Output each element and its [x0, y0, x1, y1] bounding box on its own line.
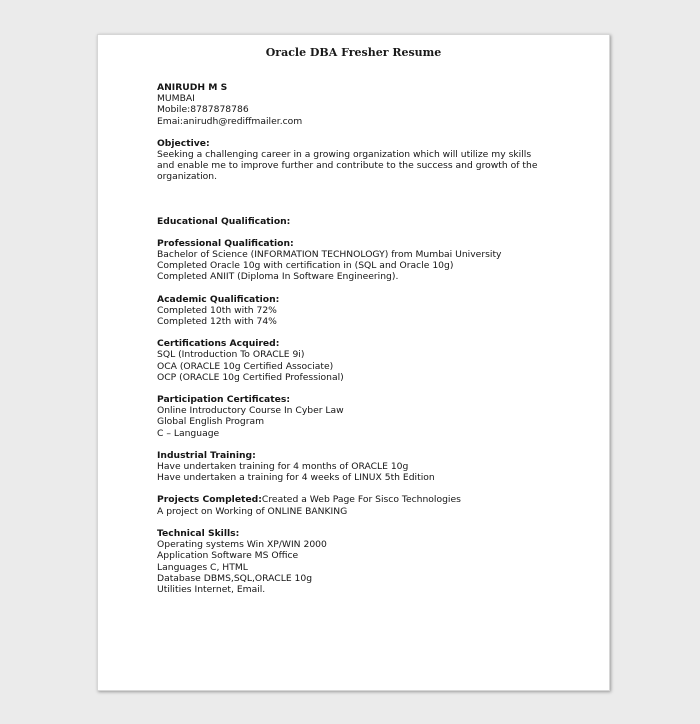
academic-heading: Academic Qualification:	[157, 293, 280, 305]
certifications-heading: Certifications Acquired:	[157, 338, 280, 350]
objective-heading: Objective:	[157, 137, 210, 149]
skill-line: Operating systems Win XP/WIN 2000	[157, 539, 327, 551]
contact-city: MUMBAI	[157, 93, 195, 105]
certification-line: OCP (ORACLE 10g Certified Professional)	[157, 371, 344, 383]
academic-line: Completed 10th with 72%	[157, 304, 277, 316]
document-title: Oracle DBA Fresher Resume	[265, 46, 442, 59]
projects-first: Created a Web Page For Sisco Technologies	[261, 494, 461, 506]
objective-line: organization.	[157, 171, 218, 183]
skill-line: Database DBMS,SQL,ORACLE 10g	[157, 572, 313, 584]
skill-line: Application Software MS Office	[157, 550, 299, 562]
academic-line: Completed 12th with 74%	[157, 316, 277, 328]
participation-line: Online Introductory Course In Cyber Law	[157, 405, 344, 417]
professional-line: Bachelor of Science (INFORMATION TECHNOLOGY) from Mumbai University	[157, 249, 502, 261]
skill-line: Languages C, HTML	[157, 561, 248, 573]
certification-line: OCA (ORACLE 10g Certified Associate)	[157, 360, 334, 372]
participation-line: Global English Program	[157, 416, 265, 428]
projects-heading: Projects Completed:	[157, 494, 262, 506]
skill-line: Utilities Internet, Email.	[157, 583, 266, 595]
professional-line: Completed ANIIT (Diploma In Software Engineering).	[157, 271, 399, 283]
certification-line: SQL (Introduction To ORACLE 9i)	[157, 349, 305, 361]
participation-line: C – Language	[157, 427, 220, 439]
objective-line: Seeking a challenging career in a growing organization which will utilize my skills	[157, 149, 532, 161]
resume-content	[157, 82, 597, 595]
skills-heading: Technical Skills:	[157, 527, 240, 539]
education-heading: Educational Qualification:	[157, 215, 291, 227]
resume-page	[97, 34, 610, 691]
professional-line: Completed Oracle 10g with certification in (SQL and Oracle 10g)	[157, 260, 454, 272]
training-heading: Industrial Training:	[157, 449, 256, 461]
contact-mobile: Mobile:8787878786	[157, 104, 249, 116]
participation-heading: Participation Certificates:	[157, 394, 290, 406]
projects-line	[157, 494, 597, 505]
professional-heading: Professional Qualification:	[157, 237, 294, 249]
objective-line: and enable me to improve further and contribute to the success and growth of the	[157, 160, 538, 172]
projects-second: A project on Working of ONLINE BANKING	[157, 505, 348, 517]
contact-email: Emai:anirudh@rediffmailer.com	[157, 115, 303, 127]
training-line: Have undertaken a training for 4 weeks of LINUX 5th Edition	[157, 472, 435, 484]
training-line: Have undertaken training for 4 months of ORACLE 10g	[157, 461, 409, 473]
candidate-name: ANIRUDH M S	[157, 82, 228, 93]
